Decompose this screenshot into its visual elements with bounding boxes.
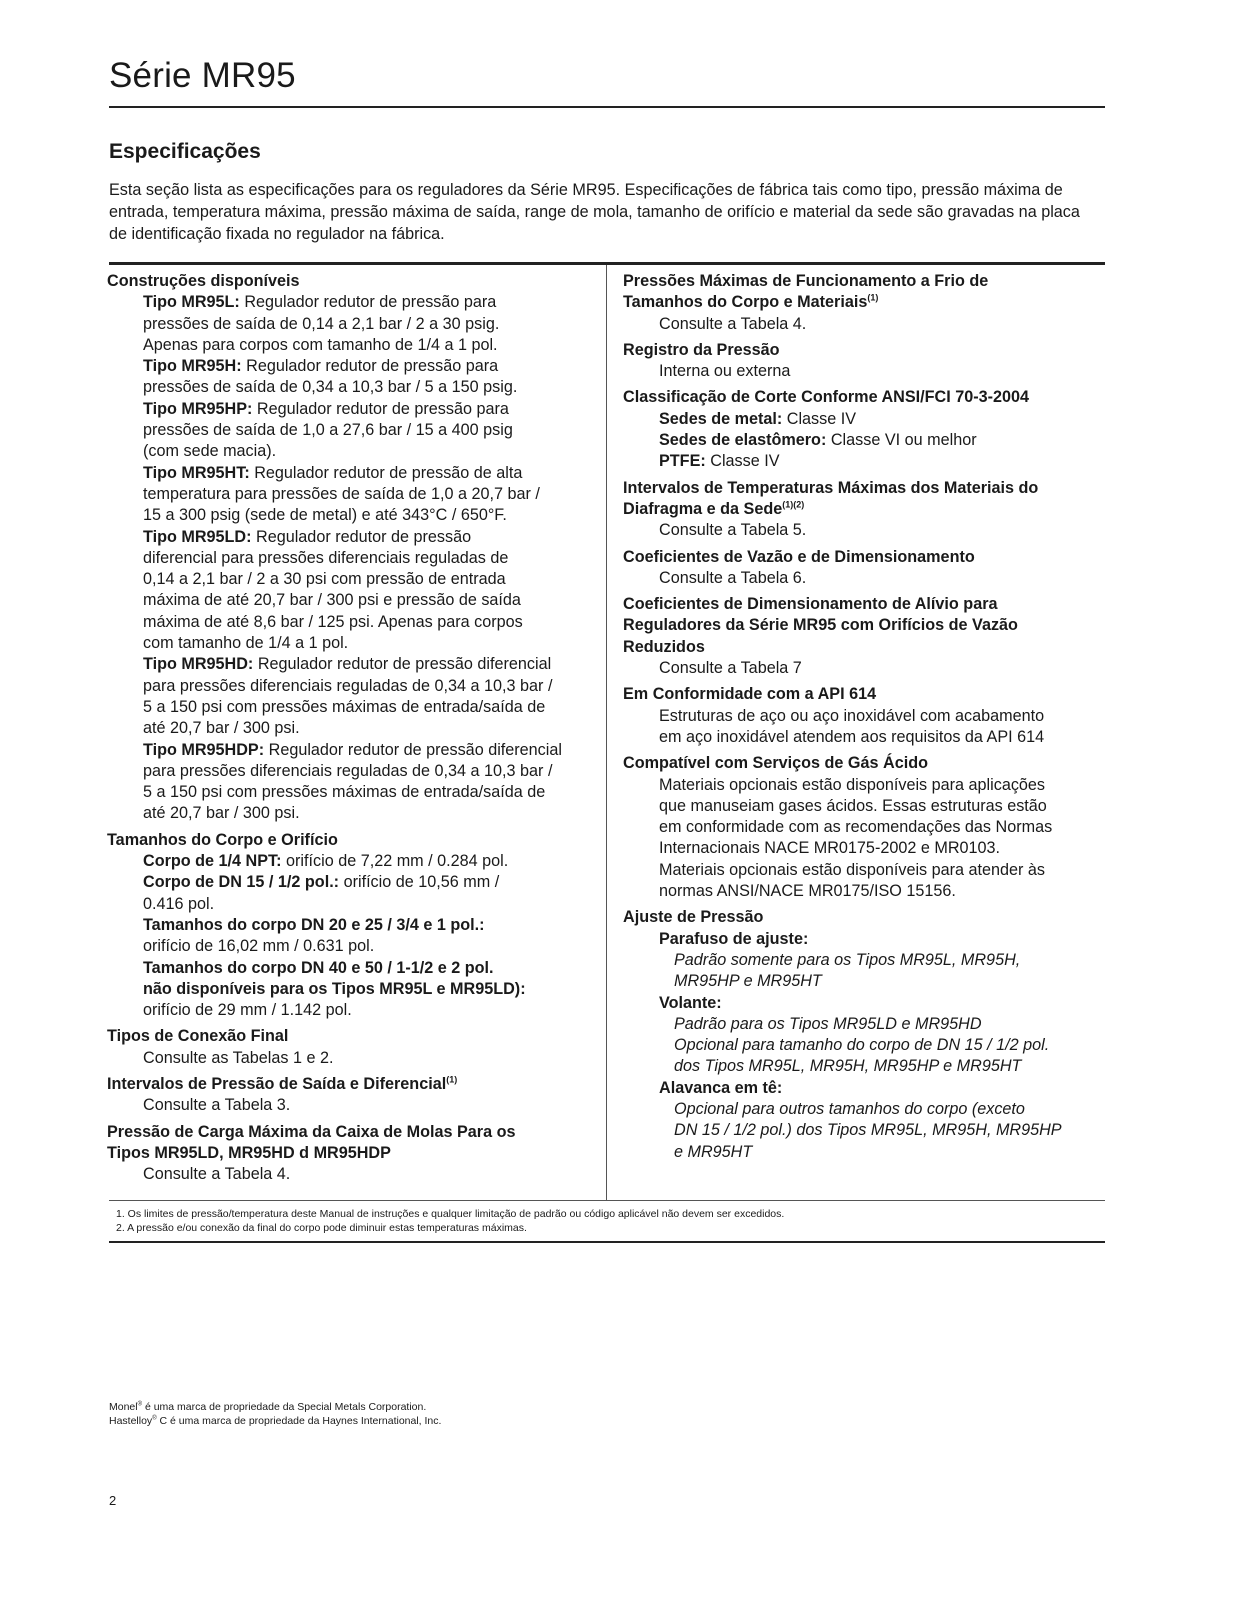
trademark-text: é uma marca de propriedade da Special Metals Corporation.: [142, 1401, 427, 1413]
spec-carga: [107, 1122, 597, 1186]
spec-heading: [623, 292, 1105, 313]
spec-heading: Tipos de Conexão Final: [107, 1027, 289, 1046]
spec-heading: Reguladores da Série MR95 com Orifícios de Vazão: [623, 616, 1018, 635]
type-label: Tipo MR95H:: [143, 357, 242, 376]
spec-tamanhos: [107, 830, 597, 1022]
registered-mark: ®: [137, 1401, 143, 1408]
construction-type-item: [107, 740, 597, 761]
spec-value: Consulte a Tabela 4.: [659, 314, 807, 333]
type-label: Tipo MR95HD:: [143, 655, 254, 674]
type-description: Regulador redutor de pressão para: [252, 399, 509, 418]
trademark-notices: [109, 1400, 441, 1428]
specs-top-divider: [109, 262, 1105, 265]
spec-heading: Em Conformidade com a API 614: [623, 685, 877, 704]
construction-type-item: [107, 292, 597, 313]
title-divider: [109, 106, 1105, 108]
spec-alivio: [623, 594, 1105, 679]
spec-heading: Registro da Pressão: [623, 340, 780, 359]
type-description-line: diferencial para pressões diferenciais reguladas de: [143, 548, 509, 567]
spec-line: Padrão somente para os Tipos MR95L, MR95H,: [674, 950, 1021, 969]
sub-heading: Alavanca em tê:: [659, 1078, 783, 1097]
spec-line: Estruturas de aço ou aço inoxidável com acabamento: [659, 706, 1045, 725]
heading-text: Diafragma e da Sede: [623, 499, 783, 518]
item-label: Sedes de metal:: [659, 409, 783, 428]
spec-line: Opcional para outros tamanhos do corpo (exceto: [674, 1099, 1025, 1118]
spec-heading: Ajuste de Pressão: [623, 908, 764, 927]
trademark-name: Hastelloy: [109, 1415, 153, 1427]
spec-line: que manuseiam gases ácidos. Essas estruturas estão: [659, 796, 1047, 815]
spec-value: Consulte a Tabela 3.: [143, 1096, 291, 1115]
spec-line: Materiais opcionais estão disponíveis para atender às: [659, 860, 1046, 879]
type-label: Tipo MR95HT:: [143, 463, 250, 482]
construction-type-item: [107, 356, 597, 377]
type-description-line: 5 a 150 psi com pressões máximas de entrada/saída de: [143, 783, 546, 802]
item-label: PTFE:: [659, 452, 706, 471]
spec-heading: Pressão de Carga Máxima da Caixa de Molas Para os: [107, 1122, 516, 1141]
footnotes-bottom-divider: [109, 1241, 1105, 1243]
footnotes-divider: [109, 1200, 1105, 1201]
spec-coeficientes: [623, 547, 1105, 590]
spec-heading: [623, 499, 1105, 520]
spec-item-label: Tamanhos do corpo DN 40 e 50 / 1-1/2 e 2 pol.: [143, 958, 494, 977]
footnote: 1. Os limites de pressão/temperatura deste Manual de instruções e qualquer limitação de padrão ou código aplicável não devem ser excedidos.: [116, 1208, 785, 1220]
spec-ajuste: [623, 907, 1105, 1163]
footnote-ref: (1): [867, 292, 879, 303]
type-description-line: pressões de saída de 0,14 a 2,1 bar / 2 a 30 psig.: [143, 314, 500, 333]
spec-line: dos Tipos MR95L, MR95H, MR95HP e MR95HT: [674, 1057, 1022, 1076]
spec-heading: Classificação de Corte Conforme ANSI/FCI 70-3-2004: [623, 388, 1030, 407]
type-description-line: para pressões diferenciais reguladas de 0,34 a 10,3 bar /: [143, 761, 553, 780]
type-description-line: 5 a 150 psi com pressões máximas de entrada/saída de: [143, 697, 546, 716]
spec-value: Consulte a Tabela 4.: [143, 1165, 291, 1184]
construction-type-item: [107, 527, 597, 548]
spec-value: Consulte a Tabela 6.: [659, 568, 807, 587]
spec-line: DN 15 / 1/2 pol.) dos Tipos MR95L, MR95H, MR95HP: [674, 1121, 1062, 1140]
item-text: orifício de 10,56 mm /: [339, 873, 500, 892]
item-text: orifício de 7,22 mm / 0.284 pol.: [281, 852, 509, 871]
spec-heading: Compatível com Serviços de Gás Ácido: [623, 754, 928, 773]
spec-heading: Coeficientes de Dimensionamento de Alívio para: [623, 595, 998, 614]
spec-item: [623, 430, 1105, 451]
spec-item: [107, 872, 597, 893]
spec-value: Consulte as Tabelas 1 e 2.: [143, 1048, 334, 1067]
spec-pressoes: [623, 271, 1105, 335]
type-description: Regulador redutor de pressão diferencial: [264, 740, 562, 759]
sub-heading: Parafuso de ajuste:: [659, 929, 809, 948]
spec-item-label: Tamanhos do corpo DN 20 e 25 / 3/4 e 1 pol.:: [143, 915, 485, 934]
spec-value: Interna ou externa: [659, 362, 791, 381]
heading-text: Intervalos de Pressão de Saída e Diferencial: [107, 1074, 447, 1093]
spec-registro: [623, 340, 1105, 383]
spec-api: [623, 684, 1105, 748]
spec-line: Materiais opcionais estão disponíveis para aplicações: [659, 775, 1046, 794]
footnote-ref: (1): [446, 1074, 458, 1085]
construction-type-item: [107, 463, 597, 484]
item-text: Classe VI ou melhor: [826, 431, 977, 450]
spec-item: [623, 409, 1105, 430]
spec-line: MR95HP e MR95HT: [674, 972, 822, 991]
spec-line: normas ANSI/NACE MR0175/ISO 15156.: [659, 882, 956, 901]
spec-heading: Tamanhos do Corpo e Orifício: [107, 830, 338, 849]
trademark-hastelloy: [109, 1414, 441, 1428]
type-description: Regulador redutor de pressão para: [239, 293, 497, 312]
section-heading: Especificações: [109, 140, 261, 163]
type-description: Regulador redutor de pressão de alta: [249, 463, 523, 482]
spec-intervalos: [107, 1074, 597, 1117]
section-intro: Esta seção lista as especificações para os reguladores da Série MR95. Especificações de fábrica tais como tipo, pressão máxima de entrada, temperatura máxima, pressão máxima de saída, range de mola, tamanho de orifício e material da sede são gravadas na placa de identificação fixada no regulador na fábrica.: [109, 181, 1080, 243]
type-label: Tipo MR95HP:: [143, 399, 253, 418]
spec-conexao: [107, 1026, 597, 1069]
spec-line: Internacionais NACE MR0175-2002 e MR0103.: [659, 839, 1001, 858]
spec-line: Opcional para tamanho do corpo de DN 15 / 1/2 pol.: [674, 1036, 1050, 1055]
trademark-monel: [109, 1400, 441, 1414]
type-description-line: para pressões diferenciais reguladas de 0,34 a 10,3 bar /: [143, 676, 553, 695]
spec-item-continued: 0.416 pol.: [143, 894, 215, 913]
spec-line: em aço inoxidável atendem aos requisitos da API 614: [659, 727, 1045, 746]
spec-value: Consulte a Tabela 5.: [659, 521, 807, 540]
type-label: Tipo MR95HDP:: [143, 740, 265, 759]
spec-heading: [107, 1074, 597, 1095]
type-description-line: 15 a 300 psig (sede de metal) e até 343°C / 650°F.: [143, 506, 507, 525]
construction-types-list: [107, 292, 597, 824]
spec-value: Consulte a Tabela 7: [659, 659, 802, 678]
spec-heading: Intervalos de Temperaturas Máximas dos Materiais do: [623, 478, 1039, 497]
type-description-line: máxima de até 8,6 bar / 125 psi. Apenas para corpos: [143, 612, 523, 631]
spec-classificacao: [623, 387, 1105, 472]
type-description-line: até 20,7 bar / 300 psi.: [143, 804, 300, 823]
spec-heading: Reduzidos: [623, 637, 705, 656]
column-divider: [606, 265, 607, 1201]
spec-construcoes: [107, 271, 597, 825]
type-description-line: até 20,7 bar / 300 psi.: [143, 719, 300, 738]
type-description: Regulador redutor de pressão para: [241, 357, 499, 376]
item-label: Sedes de elastômero:: [659, 431, 827, 450]
type-description-line: temperatura para pressões de saída de 1,0 a 20,7 bar /: [143, 484, 540, 503]
spec-heading: Tipos MR95LD, MR95HD d MR95HDP: [107, 1143, 391, 1162]
specs-right-column: [623, 271, 1105, 1168]
spec-item: [623, 451, 1105, 472]
specs-left-column: [107, 271, 597, 1190]
spec-item-continued: orifício de 29 mm / 1.142 pol.: [143, 1001, 352, 1020]
spec-item-label: não disponíveis para os Tipos MR95L e MR95LD):: [143, 979, 526, 998]
spec-line: Padrão para os Tipos MR95LD e MR95HD: [674, 1014, 982, 1033]
type-label: Tipo MR95L:: [143, 293, 240, 312]
item-label: Corpo de 1/4 NPT:: [143, 852, 282, 871]
type-label: Tipo MR95LD:: [143, 527, 252, 546]
type-description: Regulador redutor de pressão: [251, 527, 472, 546]
spec-gas: [623, 753, 1105, 902]
type-description: Regulador redutor de pressão diferencial: [253, 655, 552, 674]
type-description-line: (com sede macia).: [143, 442, 277, 461]
item-text: Classe IV: [782, 409, 857, 428]
footnotes: [116, 1207, 784, 1235]
item-label: Corpo de DN 15 / 1/2 pol.:: [143, 873, 340, 892]
footnote: 2. A pressão e/ou conexão da final do corpo pode diminuir estas temperaturas máximas.: [116, 1222, 527, 1234]
footnote-ref: (1)(2): [782, 499, 805, 510]
type-description-line: pressões de saída de 0,34 a 10,3 bar / 5 a 150 psig.: [143, 378, 518, 397]
type-description-line: 0,14 a 2,1 bar / 2 a 30 psi com pressão de entrada: [143, 570, 506, 589]
registered-mark: ®: [152, 1415, 157, 1422]
type-description-line: pressões de saída de 1,0 a 27,6 bar / 15 a 400 psig: [143, 421, 513, 440]
type-description-line: máxima de até 20,7 bar / 300 psi e pressão de saída: [143, 591, 521, 610]
construction-type-item: [107, 399, 597, 420]
spec-temperaturas: [623, 478, 1105, 542]
item-text: Classe IV: [705, 452, 780, 471]
spec-heading: Construções disponíveis: [107, 272, 300, 290]
sub-heading: Volante:: [659, 993, 722, 1012]
spec-line: em conformidade com as recomendações das Normas: [659, 818, 1053, 837]
trademark-name: Monel: [109, 1401, 138, 1413]
type-description-line: Apenas para corpos com tamanho de 1/4 a 1 pol.: [143, 335, 498, 354]
trademark-text: C é uma marca de propriedade da Haynes International, Inc.: [156, 1415, 442, 1427]
construction-type-item: [107, 654, 597, 675]
heading-text: Tamanhos do Corpo e Materiais: [623, 293, 868, 312]
spec-item: [107, 851, 597, 872]
spec-item-continued: orifício de 16,02 mm / 0.631 pol.: [143, 937, 375, 956]
spec-line: e MR95HT: [674, 1142, 753, 1161]
spec-heading: Pressões Máximas de Funcionamento a Frio de: [623, 272, 989, 290]
type-description-line: com tamanho de 1/4 a 1 pol.: [143, 634, 349, 653]
page-title: Série MR95: [109, 56, 296, 95]
page-number: 2: [109, 1493, 117, 1508]
spec-heading: Coeficientes de Vazão e de Dimensionamento: [623, 547, 975, 566]
